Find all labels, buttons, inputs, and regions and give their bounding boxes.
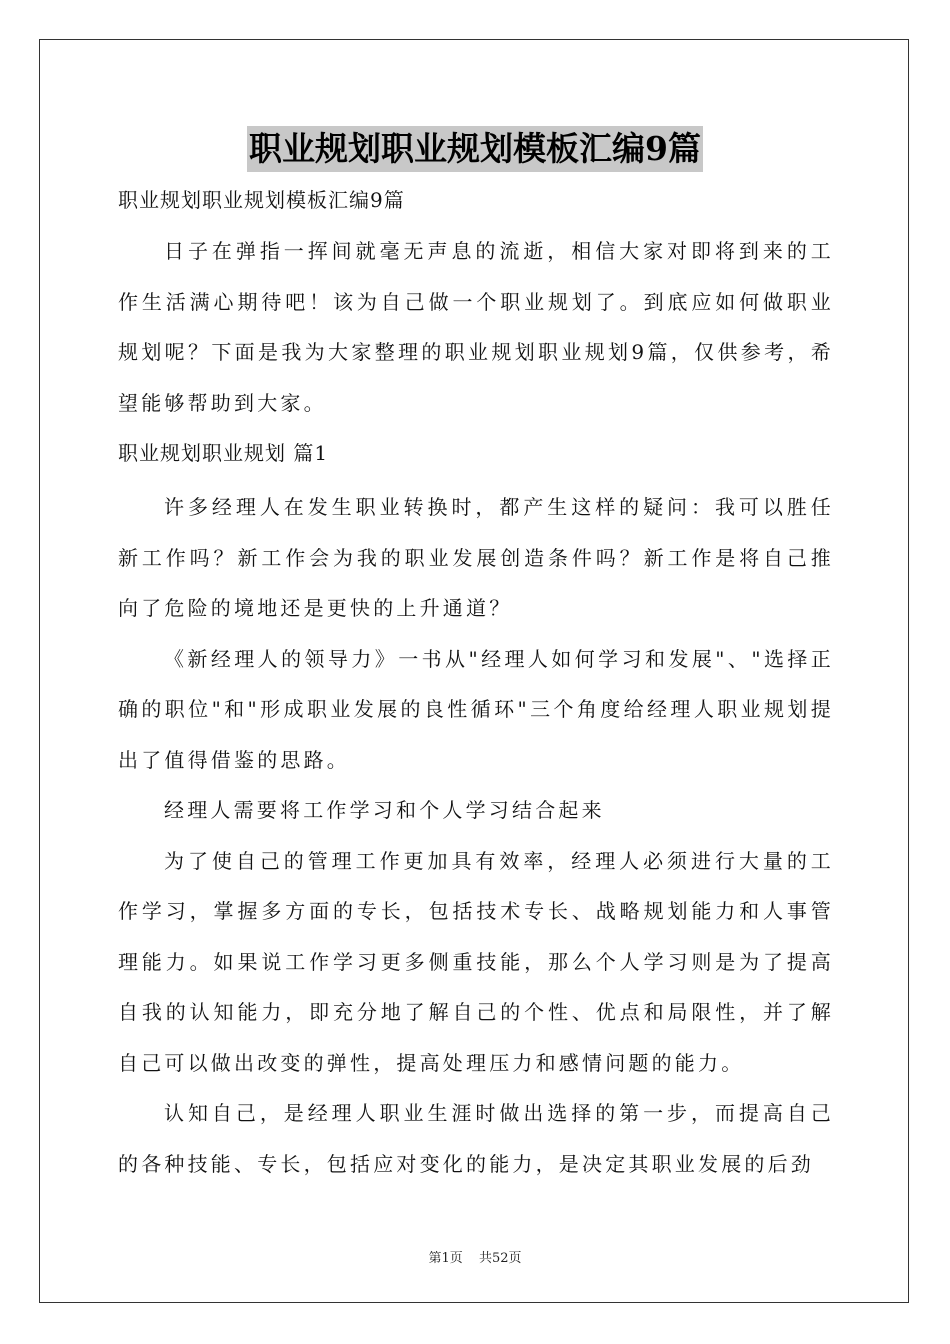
page-number-total: 共52页: [478, 1251, 522, 1266]
body-paragraph-1: 许多经理人在发生职业转换时，都产生这样的疑问：我可以胜任新工作吗？新工作会为我的职业发展创造条件吗？新工作是将自己推向了危险的境地还是更快的上升通道？: [118, 495, 834, 620]
intro-paragraph: 日子在弹指一挥间就毫无声息的流逝，相信大家对即将到来的工作生活满心期待吧！该为自己做一个职业规划了。到底应如何做职业规划呢？下面是我为大家整理的职业规划职业规划9篇，仅供参考，希望能够帮助到大家。: [118, 239, 834, 415]
section-heading: 职业规划职业规划 篇1: [118, 441, 329, 465]
page-footer: [0, 1247, 950, 1266]
title-area: [0, 126, 950, 172]
page-number-current: 第1页: [428, 1251, 463, 1266]
document-title: 职业规划职业规划模板汇编9篇: [247, 126, 703, 172]
body-paragraph-5: 认知自己，是经理人职业生涯时做出选择的第一步，而提高自己的各种技能、专长，包括应对变化的能力，是决定其职业发展的后劲: [118, 1101, 834, 1176]
document-body: [118, 182, 834, 1189]
body-paragraph-3: 经理人需要将工作学习和个人学习结合起来: [164, 798, 605, 822]
document-subtitle: 职业规划职业规划模板汇编9篇: [118, 188, 405, 212]
body-paragraph-4: 为了使自己的管理工作更加具有效率，经理人必须进行大量的工作学习，掌握多方面的专长，包括技术专长、战略规划能力和人事管理能力。如果说工作学习更多侧重技能，那么个人学习则是为了提高自我的认知能力，即充分地了解自己的个性、优点和局限性，并了解自己可以做出改变的弹性，提高处理压力和感情问题的能力。: [118, 848, 834, 1075]
body-paragraph-2: 《新经理人的领导力》一书从"经理人如何学习和发展"、"选择正确的职位"和"形成职业发展的良性循环"三个角度给经理人职业规划提出了值得借鉴的思路。: [118, 646, 834, 772]
